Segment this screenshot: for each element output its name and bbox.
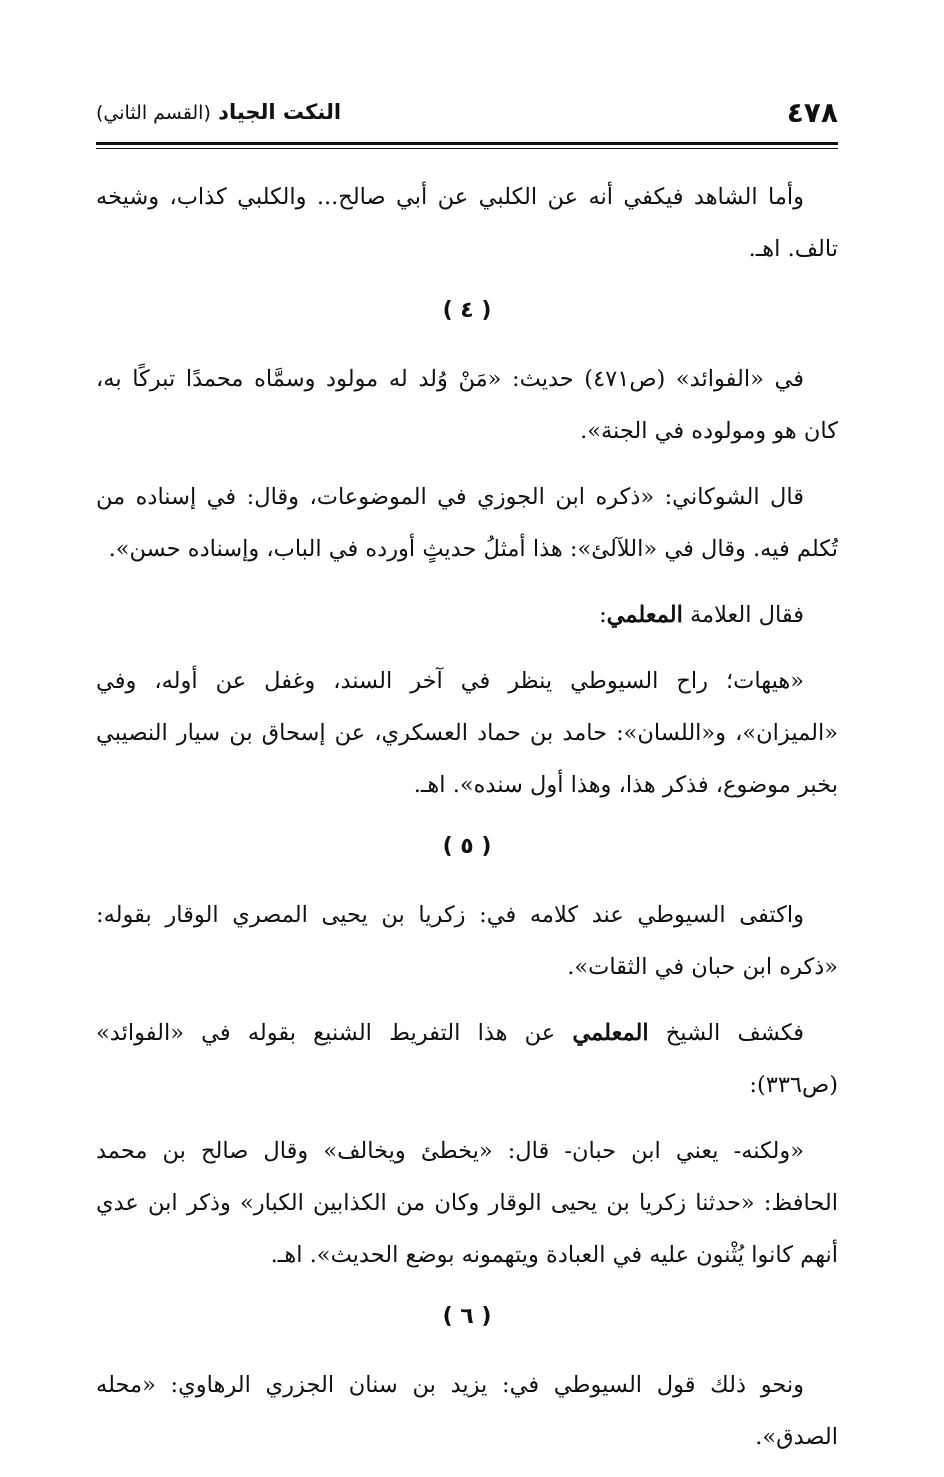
text-span: فقال العلامة	[682, 602, 804, 628]
paragraph: في «الفوائد» (ص٤٧١) حديث: «مَنْ وُلد له مولود وسمَّاه محمدًا تبركًا به، كان هو ومولوده في الجنة».	[96, 366, 838, 444]
paragraph: وأما الشاهد فيكفي أنه عن الكلبي عن أبي صالح... والكلبي كذاب، وشيخه تالف. اهـ.	[96, 184, 838, 262]
paragraph: «ولكنه- يعني ابن حبان- قال: «يخطئ ويخالف» وقال صالح بن محمد الحافظ: «حدثنا زكريا بن يحيى الوقار وكان من الكذابين الكبار» وذكر ابن عدي أنهم كانوا يُثْنون عليه في العبادة ويتهمونه بوضع الحديث». اهـ.	[96, 1138, 838, 1268]
section-number: ( ٦ )	[442, 1304, 492, 1329]
author-name: المعلمي	[572, 1020, 649, 1046]
paragraph	[96, 1007, 838, 1111]
section-number: ( ٥ )	[442, 834, 492, 859]
section-number: ( ٤ )	[442, 298, 492, 323]
running-title	[96, 100, 341, 124]
text-span: فكشف الشيخ	[648, 1020, 804, 1046]
page-body	[96, 171, 838, 1463]
text-span: عن هذا التفريط الشنيع بقوله في «الفوائد» (ص٣٣٦):	[96, 1020, 838, 1098]
page-header	[96, 88, 838, 138]
header-rule-thick	[96, 142, 838, 145]
paragraph: ونحو ذلك قول السيوطي في: يزيد بن سنان الجزري الرهاوي: «محله الصدق».	[96, 1372, 838, 1450]
page	[96, 88, 838, 1477]
paragraph: قال الشوكاني: «ذكره ابن الجوزي في الموضوعات، وقال: في إسناده من تُكلم فيه. وقال في «اللآلئ»: هذا أمثلُ حديثٍ أورده في الباب، وإسناده حسن».	[96, 484, 838, 562]
author-name: المعلمي	[606, 602, 683, 628]
paragraph: واكتفى السيوطي عند كلامه في: زكريا بن يحيى المصري الوقار بقوله: «ذكره ابن حبان في الثقات».	[96, 902, 838, 980]
text-span: :	[599, 602, 607, 628]
paragraph: «هيهات؛ راح السيوطي ينظر في آخر السند، وغفل عن أوله، وفي «الميزان»، و«اللسان»: حامد بن حماد العسكري، عن إسحاق بن سيار النصيبي بخبر موضوع، فذكر هذا، وهذا أول سنده». اهـ.	[96, 668, 838, 798]
running-title-sub: (القسم الثاني)	[96, 102, 211, 124]
running-title-main: النكت الجياد	[218, 100, 342, 124]
header-rule-thin	[96, 148, 838, 149]
page-number: ٤٧٨	[786, 96, 838, 129]
paragraph	[96, 589, 838, 641]
